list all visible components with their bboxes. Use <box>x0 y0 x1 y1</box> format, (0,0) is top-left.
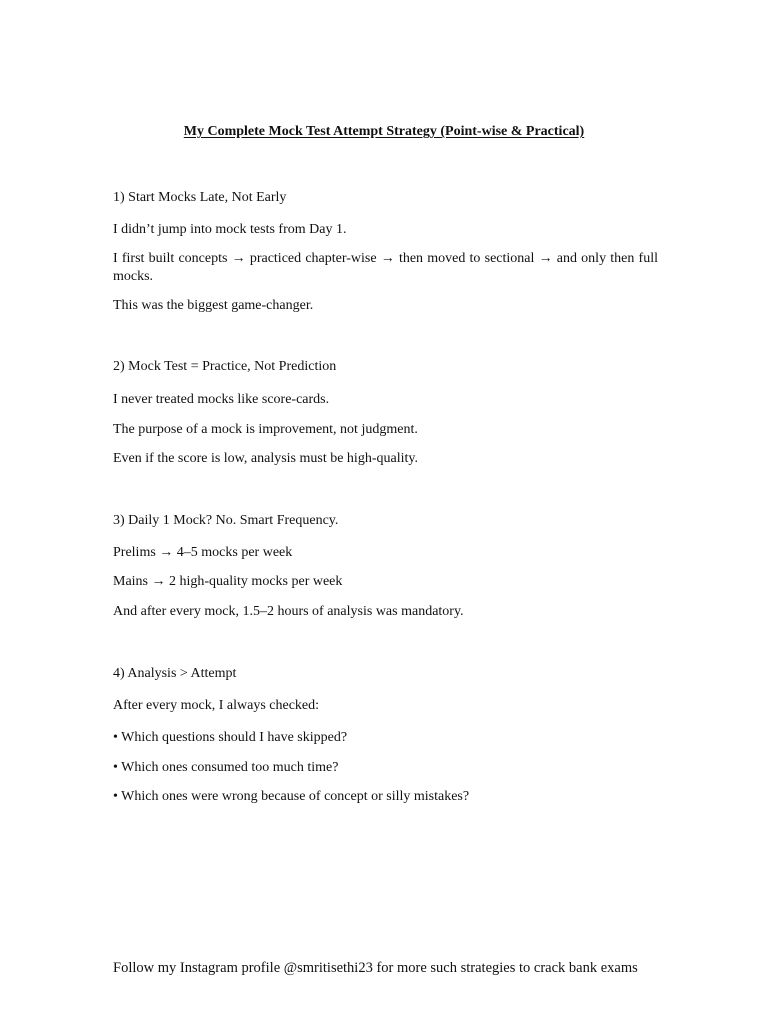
section-2-heading: 2) Mock Test = Practice, Not Prediction <box>113 359 337 374</box>
section-4-line-1: After every mock, I always checked: <box>113 698 320 713</box>
section-1-line-3: This was the biggest game-changer. <box>113 298 314 313</box>
section-4-bullet-3: • Which ones were wrong because of concept or silly mistakes? <box>113 789 470 804</box>
section-1-line-2: I first built concepts → practiced chapter-wise → then moved to sectional → and only then full mocks. <box>113 251 658 284</box>
section-4-heading: 4) Analysis > Attempt <box>113 666 237 681</box>
section-3-line-1: Prelims → 4–5 mocks per week <box>113 545 293 560</box>
section-4-bullet-2: • Which ones consumed too much time? <box>113 760 339 775</box>
document-title: My Complete Mock Test Attempt Strategy (Point-wise & Practical) <box>183 124 585 139</box>
section-3-line-3: And after every mock, 1.5–2 hours of analysis was mandatory. <box>113 604 464 619</box>
section-1-line-1: I didn’t jump into mock tests from Day 1. <box>113 222 347 237</box>
section-4-bullet-1: • Which questions should I have skipped? <box>113 730 348 745</box>
footer-instagram-note: Follow my Instagram profile @smritisethi23 for more such strategies to crack bank exams <box>113 960 638 976</box>
section-1-heading: 1) Start Mocks Late, Not Early <box>113 190 287 205</box>
section-3-heading: 3) Daily 1 Mock? No. Smart Frequency. <box>113 513 339 528</box>
section-3-line-2: Mains → 2 high-quality mocks per week <box>113 574 343 589</box>
section-2-line-3: Even if the score is low, analysis must be high-quality. <box>113 451 418 466</box>
section-2-line-2: The purpose of a mock is improvement, not judgment. <box>113 422 418 437</box>
section-2-line-1: I never treated mocks like score-cards. <box>113 392 330 407</box>
